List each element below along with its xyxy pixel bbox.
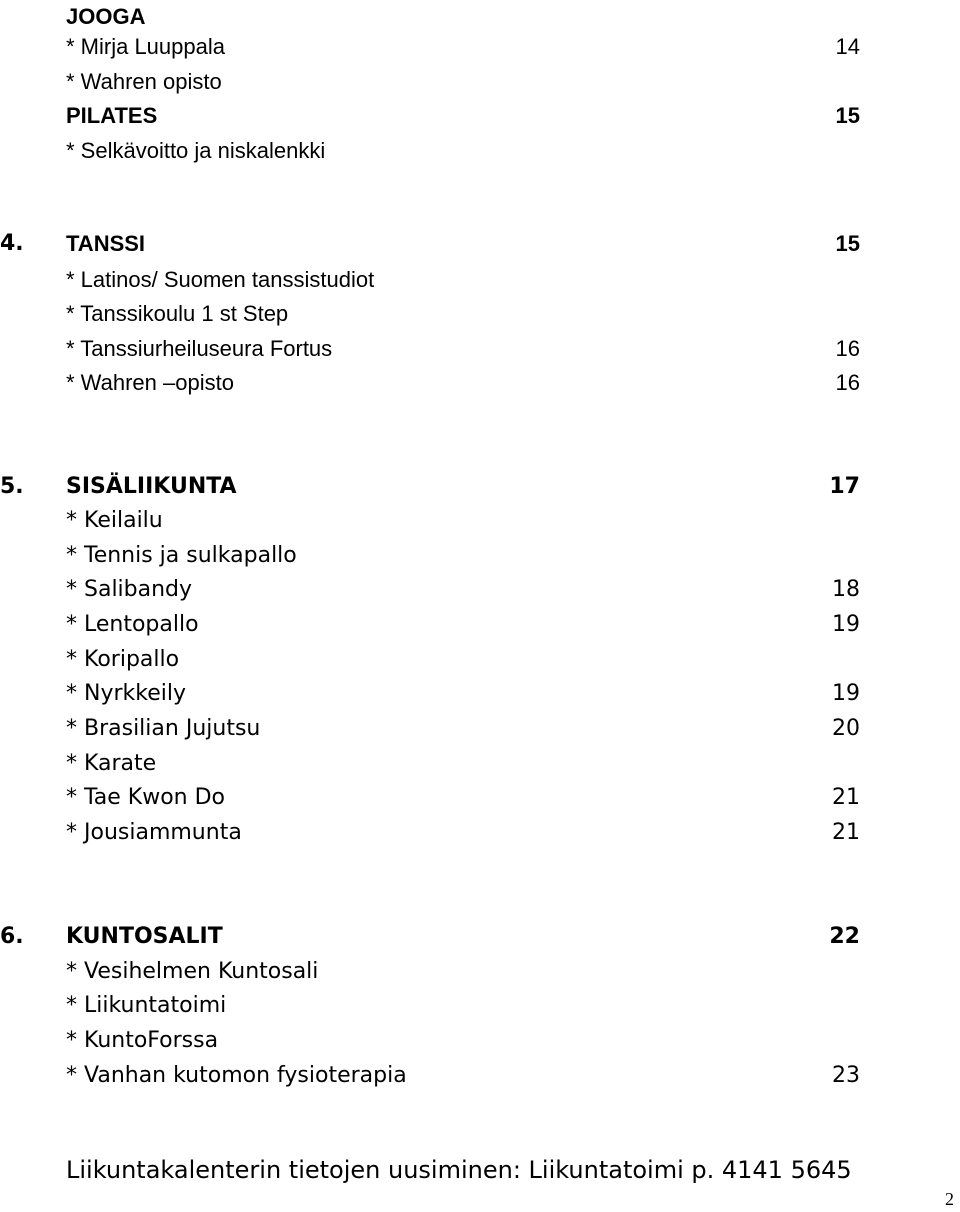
- entry-text: * Jousiammunta: [66, 820, 242, 845]
- entry-text: * KuntoForssa: [66, 1028, 219, 1053]
- toc-row: [0, 0, 960, 34]
- page-number: 2: [945, 1189, 954, 1209]
- section-heading: PILATES: [66, 103, 158, 128]
- entry-text: * Vanhan kutomon fysioterapia: [66, 1063, 407, 1088]
- page-ref: 22: [829, 924, 860, 949]
- page-ref: 14: [835, 34, 860, 59]
- page-ref: 18: [832, 577, 860, 602]
- toc-row: [0, 747, 960, 781]
- section-number: 5.: [0, 474, 24, 499]
- entry-text: * Karate: [66, 751, 157, 776]
- toc-row: [0, 955, 960, 989]
- page-ref: 19: [832, 681, 860, 706]
- toc-row: [0, 65, 960, 99]
- entry-text: * Selkävoitto ja niskalenkki: [66, 138, 326, 163]
- toc-row: [0, 573, 960, 607]
- entry-text: * Tanssiurheiluseura Fortus: [66, 336, 333, 361]
- toc-row: [0, 227, 960, 261]
- toc-row: [0, 297, 960, 331]
- toc-row: [0, 781, 960, 815]
- entry-text: * Nyrkkeily: [66, 681, 186, 706]
- page-ref: 15: [835, 103, 860, 128]
- footer-note: [0, 1153, 960, 1187]
- toc-row: [0, 332, 960, 366]
- toc-row: [0, 816, 960, 850]
- page-ref: 15: [835, 231, 860, 256]
- entry-text: * Lentopallo: [66, 612, 199, 637]
- section-heading: KUNTOSALIT: [66, 924, 223, 949]
- footer-text: Liikuntakalenterin tietojen uusiminen: Liikuntatoimi p. 4141 5645: [66, 1156, 852, 1184]
- page-ref: 20: [832, 716, 860, 741]
- section-number: 4.: [0, 231, 24, 256]
- section-number: 6.: [0, 924, 24, 949]
- toc-row: [0, 30, 960, 64]
- entry-text: * Latinos/ Suomen tanssistudiot: [66, 267, 375, 292]
- entry-text: * Wahren –opisto: [66, 370, 234, 395]
- page-ref: 23: [832, 1063, 860, 1088]
- section-heading: TANSSI: [66, 231, 146, 256]
- toc-row: [0, 712, 960, 746]
- page-ref: 21: [832, 785, 860, 810]
- toc-row: [0, 989, 960, 1023]
- entry-text: * Salibandy: [66, 577, 193, 602]
- toc-row: [0, 539, 960, 573]
- section-heading: JOOGA: [66, 4, 146, 29]
- page-ref: 16: [835, 370, 860, 395]
- page-ref: 21: [832, 820, 860, 845]
- toc-row: [0, 920, 960, 954]
- page-ref: 19: [832, 612, 860, 637]
- toc-row: [0, 134, 960, 168]
- entry-text: * Tae Kwon Do: [66, 785, 226, 810]
- page-ref: 17: [829, 474, 860, 499]
- toc-row: [0, 1024, 960, 1058]
- page-ref: 16: [835, 336, 860, 361]
- entry-text: * Vesihelmen Kuntosali: [66, 959, 319, 984]
- entry-text: * Wahren opisto: [66, 69, 222, 94]
- toc-row: [0, 470, 960, 504]
- toc-row: [0, 643, 960, 677]
- toc-row: [0, 366, 960, 400]
- toc-row: [0, 1059, 960, 1093]
- toc-row: [0, 504, 960, 538]
- toc-row: [0, 677, 960, 711]
- entry-text: * Liikuntatoimi: [66, 993, 227, 1018]
- entry-text: * Tennis ja sulkapallo: [66, 543, 297, 568]
- toc-row: [0, 608, 960, 642]
- entry-text: * Mirja Luuppala: [66, 34, 225, 59]
- toc-row: [0, 99, 960, 133]
- toc-row: [0, 263, 960, 297]
- entry-text: * Koripallo: [66, 647, 180, 672]
- entry-text: * Tanssikoulu 1 st Step: [66, 301, 289, 326]
- section-heading: SISÄLIIKUNTA: [66, 474, 237, 499]
- entry-text: * Keilailu: [66, 508, 163, 533]
- entry-text: * Brasilian Jujutsu: [66, 716, 261, 741]
